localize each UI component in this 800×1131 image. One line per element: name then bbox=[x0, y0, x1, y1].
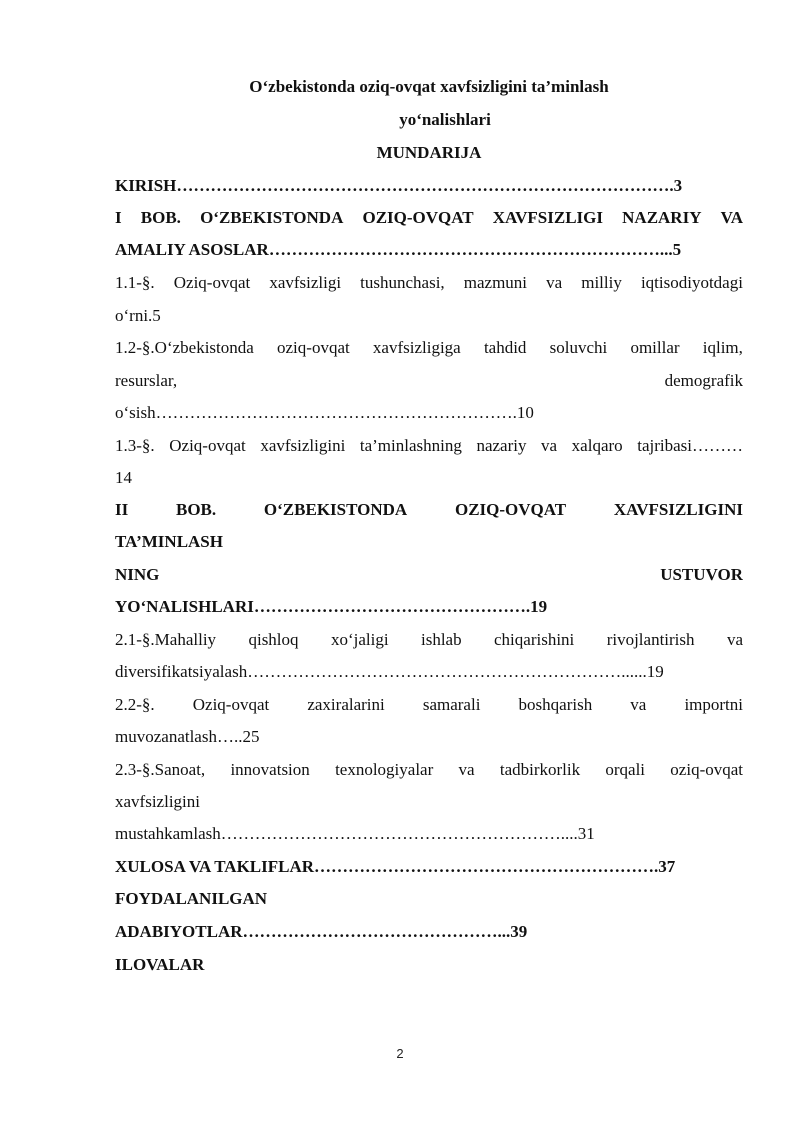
toc-entry-2-3: 2.3-§.Sanoat, innovatsion texnologiyalar va tadbirkorlik orqali oziq-ovqat bbox=[115, 760, 743, 779]
toc-entry-1-3-page: 14 bbox=[115, 468, 132, 487]
toc-entry-adabiyotlar: ADABIYOTLAR………………………………………...39 bbox=[115, 922, 528, 941]
toc-entry-chapter-2-page: YO‘NALISHLARI………………………………………….19 bbox=[115, 597, 548, 616]
toc-entry-2-3-cont: xavfsizligini bbox=[115, 792, 200, 811]
toc-entry-chapter-2-cont-2: NING USTUVOR bbox=[115, 565, 743, 584]
toc-entry-chapter-2-cont: TA’MINLASH bbox=[115, 532, 223, 551]
toc-entry-1-1: 1.1-§. Oziq-ovqat xavfsizligi tushunchasi, mazmuni va milliy iqtisodiyotdagi bbox=[115, 273, 743, 292]
toc-entry-xulosa: XULOSA VA TAKLIFLAR…………………………………………………….37 bbox=[115, 857, 676, 876]
toc-entry-2-1: 2.1-§.Mahalliy qishloq xo‘jaligi ishlab chiqarishini rivojlantirish va bbox=[115, 630, 743, 649]
toc-entry-chapter-1: I BOB. O‘ZBEKISTONDA OZIQ-OVQAT XAVFSIZLIGI NAZARIY VA bbox=[115, 208, 743, 227]
toc-entry-kirish: KIRISH…………………………………………………………………………….3 bbox=[115, 176, 683, 195]
toc-entry-chapter-1-cont: AMALIY ASOSLAR……………………………………………………………...5 bbox=[115, 240, 682, 259]
toc-entry-1-2-cont: resurslar, demografik bbox=[115, 371, 743, 390]
toc-entry-2-1-page: diversifikatsiyalash…………………………………………………………......19 bbox=[115, 662, 664, 681]
toc-entry-ilovalar: ILOVALAR bbox=[115, 955, 205, 974]
toc-entry-2-2: 2.2-§. Oziq-ovqat zaxiralarini samarali boshqarish va importni bbox=[115, 695, 743, 714]
contents-heading: MUNDARIJA bbox=[376, 143, 482, 162]
toc-entry-foydalanilgan: FOYDALANILGAN bbox=[115, 889, 268, 908]
toc-entry-2-3-page: mustahkamlash……………………………………………………....31 bbox=[115, 824, 595, 843]
toc-entry-1-1-cont: o‘rni.5 bbox=[115, 306, 161, 325]
document-title-line-1: O‘zbekistonda oziq-ovqat xavfsizligini ta’minlash bbox=[249, 77, 609, 96]
toc-entry-2-2-page: muvozanatlash…..25 bbox=[115, 727, 260, 746]
toc-entry-1-2: 1.2-§.O‘zbekistonda oziq-ovqat xavfsizligiga tahdid soluvchi omillar iqlim, bbox=[115, 338, 743, 357]
toc-entry-chapter-2: II BOB. O‘ZBEKISTONDA OZIQ-OVQAT XAVFSIZLIGINI bbox=[115, 500, 743, 519]
document-title-line-2: yo‘nalishlari bbox=[399, 110, 491, 129]
toc-entry-1-2-page: o‘sish……………………………………………………….10 bbox=[115, 403, 534, 422]
page-number: 2 bbox=[396, 1046, 404, 1061]
toc-entry-1-3: 1.3-§. Oziq-ovqat xavfsizligini ta’minlashning nazariy va xalqaro tajribasi……… bbox=[115, 436, 743, 455]
